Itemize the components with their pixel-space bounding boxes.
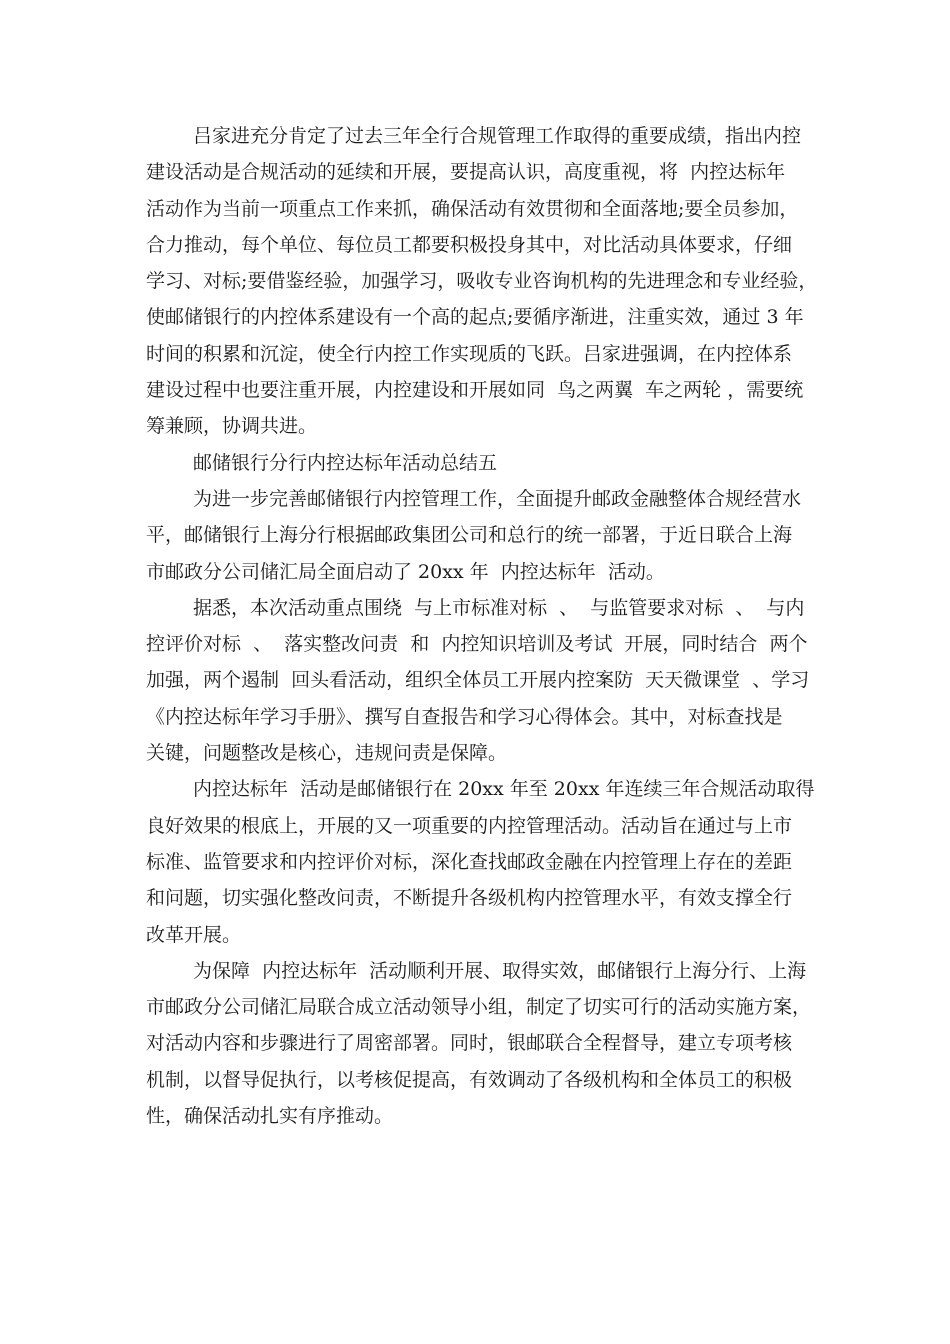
text-line: 使邮储银行的内控体系建设有一个高的起点;要循序渐进，注重实效，通过 3 年 bbox=[146, 306, 804, 329]
text-line: 邮储银行分行内控达标年活动总结五 bbox=[193, 451, 498, 474]
text-line: 对活动内容和步骤进行了周密部署。同时，银邮联合全程督导，建立专项考核 bbox=[146, 1032, 793, 1055]
text-line: 机制，以督导促执行，以考核促提高，有效调动了各级机构和全体员工的积极 bbox=[146, 1068, 793, 1091]
text-line: 建设过程中也要注重开展，内控建设和开展如同 鸟之两翼 车之两轮 ，需要统 bbox=[146, 379, 804, 402]
text-line: 《内控达标年学习手册》、撰写自查报告和学习心得体会。其中，对标查找是 bbox=[146, 705, 783, 728]
text-line: 平，邮储银行上海分行根据邮政集团公司和总行的统一部署，于近日联合上海 bbox=[146, 524, 793, 547]
text-line: 学习、对标;要借鉴经验，加强学习，吸收专业咨询机构的先进理念和专业经验， bbox=[146, 270, 818, 293]
text-line: 筹兼顾，协调共进。 bbox=[146, 415, 318, 438]
text-line: 内控达标年 活动是邮储银行在 20xx 年至 20xx 年连续三年合规活动取得 bbox=[193, 778, 815, 801]
text-line: 市邮政分公司储汇局全面启动了 20xx 年 内控达标年 活动。 bbox=[146, 560, 665, 583]
text-line: 控评价对标 、 落实整改问责 和 内控知识培训及考试 开展，同时结合 两个 bbox=[146, 633, 808, 656]
text-line: 活动作为当前一项重点工作来抓，确保活动有效贯彻和全面落地;要全员参加， bbox=[146, 197, 799, 220]
text-line: 时间的积累和沉淀，使全行内控工作实现质的飞跃。吕家进强调，在内控体系 bbox=[146, 342, 793, 365]
text-line: 为进一步完善邮储银行内控管理工作，全面提升邮政金融整体合规经营水 bbox=[193, 487, 802, 510]
document-body bbox=[146, 118, 818, 1134]
text-line: 标准、监管要求和内控评价对标，深化查找邮政金融在内控管理上存在的差距 bbox=[146, 850, 793, 873]
text-line: 性，确保活动扎实有序推动。 bbox=[146, 1105, 394, 1128]
text-line: 关键，问题整改是核心，违规问责是保障。 bbox=[146, 742, 508, 765]
text-line: 加强，两个遏制 回头看活动，组织全体员工开展内控案防 天天微课堂 、学习 bbox=[146, 669, 810, 692]
text-line: 良好效果的根底上，开展的又一项重要的内控管理活动。活动旨在通过与上市 bbox=[146, 814, 793, 837]
text-line: 和问题，切实强化整改问责，不断提升各级机构内控管理水平，有效支撑全行 bbox=[146, 887, 793, 910]
text-line: 合力推动，每个单位、每位员工都要积极投身其中，对比活动具体要求，仔细 bbox=[146, 233, 793, 256]
text-line: 为保障 内控达标年 活动顺利开展、取得实效，邮储银行上海分行、上海 bbox=[193, 959, 807, 982]
text-line: 吕家进充分肯定了过去三年全行合规管理工作取得的重要成绩，指出内控 bbox=[193, 125, 802, 147]
text-line: 据悉，本次活动重点围绕 与上市标准对标 、 与监管要求对标 、 与内 bbox=[193, 596, 805, 619]
text-line: 改革开展。 bbox=[146, 923, 242, 946]
text-line: 市邮政分公司储汇局联合成立活动领导小组，制定了切实可行的活动实施方案， bbox=[146, 996, 812, 1019]
text-line: 建设活动是合规活动的延续和开展，要提高认识，高度重视，将 内控达标年 bbox=[146, 161, 786, 184]
